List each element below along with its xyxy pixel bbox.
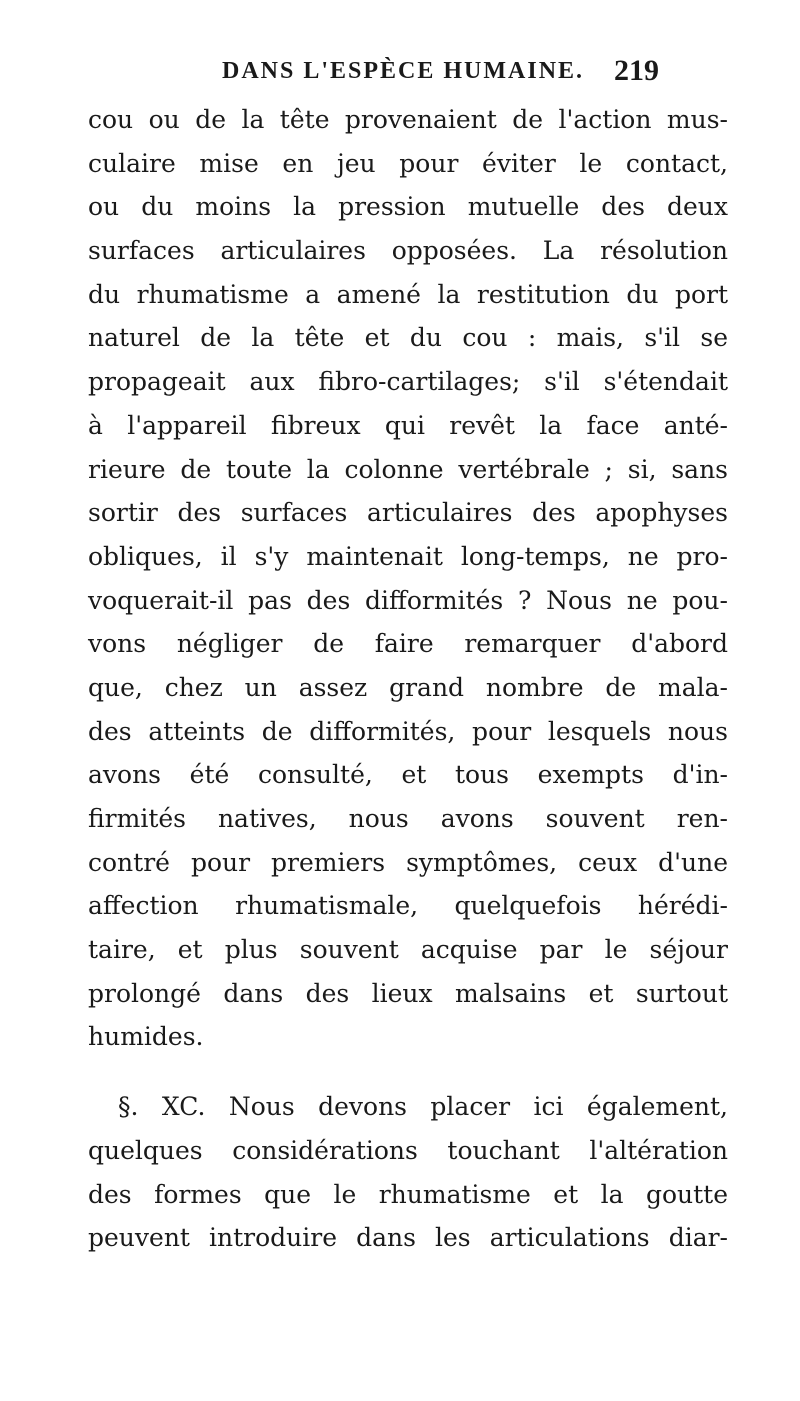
text-line: obliques, il s'y maintenait long-temps, ne pro- bbox=[88, 541, 728, 571]
text-line: prolongé dans des lieux malsains et surtout bbox=[88, 978, 728, 1008]
running-title: DANS L'ESPÈCE HUMAINE. bbox=[222, 58, 585, 84]
text-line: quelques considérations touchant l'altération bbox=[88, 1135, 728, 1165]
text-line: des atteints de difformités, pour lesquels nous bbox=[88, 716, 728, 746]
text-line: du rhumatisme a amené la restitution du port bbox=[88, 279, 728, 309]
text-line: firmités natives, nous avons souvent ren- bbox=[88, 804, 728, 833]
text-line: cou ou de la tête provenaient de l'action mus- bbox=[88, 105, 728, 134]
text-line: humides. bbox=[88, 1022, 204, 1052]
paragraph-1 bbox=[88, 98, 728, 1059]
text-line: des formes que le rhumatisme et la goutte bbox=[88, 1179, 728, 1209]
running-head bbox=[0, 54, 800, 98]
text-line: surfaces articulaires opposées. La résolution bbox=[88, 236, 728, 266]
text-line: à l'appareil fibreux qui revêt la face anté- bbox=[88, 410, 728, 440]
text-line: culaire mise en jeu pour éviter le contact, bbox=[88, 148, 728, 178]
text-line: que, chez un assez grand nombre de mala- bbox=[88, 672, 728, 702]
text-line: rieure de toute la colonne vertébrale ; si, sans bbox=[88, 454, 728, 484]
text-line: naturel de la tête et du cou : mais, s'il se bbox=[88, 323, 728, 353]
text-line: propageait aux fibro-cartilages; s'il s'étendait bbox=[88, 367, 728, 397]
paragraph-gap bbox=[88, 1059, 728, 1085]
text-line: taire, et plus souvent acquise par le séjour bbox=[88, 935, 728, 965]
text-line: contré pour premiers symptômes, ceux d'une bbox=[88, 847, 728, 877]
text-line: affection rhumatismale, quelquefois hérédi- bbox=[88, 891, 728, 921]
paragraph-2 bbox=[88, 1085, 728, 1260]
body-text bbox=[88, 98, 728, 1260]
text-line: ou du moins la pression mutuelle des deux bbox=[88, 192, 728, 222]
text-line: sortir des surfaces articulaires des apophyses bbox=[88, 498, 728, 528]
text-line: voquerait-il pas des difformités ? Nous ne pou- bbox=[88, 585, 728, 615]
page-number: 219 bbox=[614, 54, 659, 87]
text-line: avons été consulté, et tous exempts d'in- bbox=[88, 760, 728, 790]
text-line: vons négliger de faire remarquer d'abord bbox=[88, 629, 728, 659]
text-line: peuvent introduire dans les articulations diar- bbox=[88, 1223, 728, 1253]
section-heading-line: §. XC. Nous devons placer ici également, bbox=[118, 1092, 728, 1122]
